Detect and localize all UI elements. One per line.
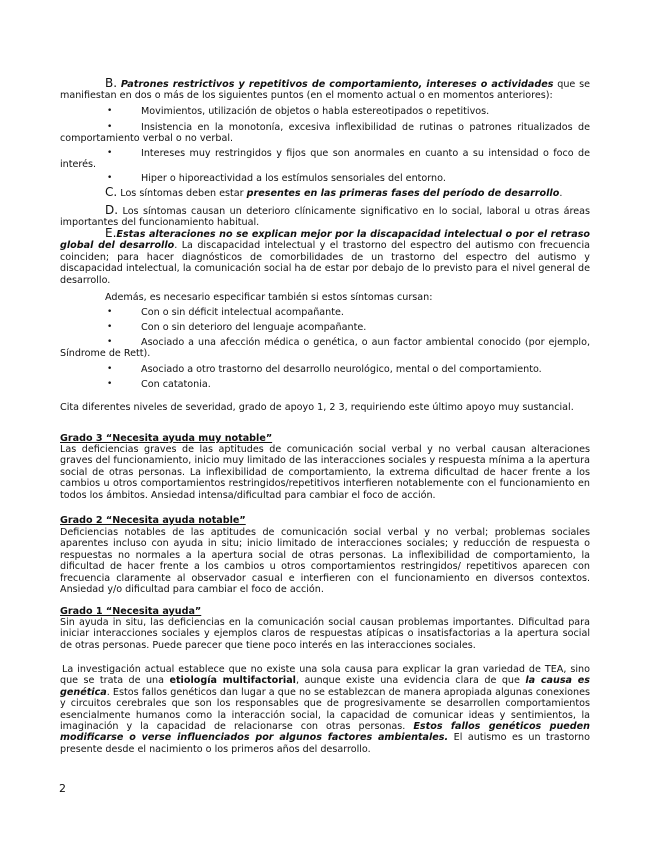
- research-paragraph: [60, 664, 590, 755]
- list-item: Asociado a otro trastorno del desarrollo neurológico, mental o del comportamiento.: [141, 364, 542, 375]
- list-item: [60, 122, 590, 145]
- bullet: •: [107, 322, 113, 332]
- section-c: [105, 187, 595, 199]
- research-text-4: El autismo es un trastorno presente desde el nacimiento o los primeros años del desarrollo.: [60, 732, 591, 755]
- grado-3-text: Las deficiencias graves de las aptitudes de comunicación social verbal y no verbal causan alteraciones graves del funcionamiento, inicio muy limitado de las interacciones sociales y respuesta mínima a la apertura social de otras personas. La inflexibilidad de comportamiento, la extrema dificultad de hacer frente a los cambios u otros comportamientos restringidos/repetitivos interfieren notablemente con el funcionamiento en todos los ámbitos. Ansiedad intensa/dificultad para cambiar el foco de acción.: [60, 444, 590, 501]
- section-c-text: Los síntomas deben estar: [120, 188, 244, 199]
- research-text-1: La investigación actual establece que no existe una sola causa para explicar la gran variedad de TEA, sino que se trata de una: [60, 664, 590, 687]
- list-item-text: Asociado a una afección médica o genética, o aun factor ambiental conocido (por ejemplo, Síndrome de Rett).: [60, 337, 590, 360]
- research-text-3: . Estos fallos genéticos dan lugar a que no se establezcan de manera apropiada algunas conexiones y circuitos cerebrales que son los responsables que de progresivamente se desarrollen comportamientos esencialmente humanos como la interacción social, la capacidad de comunicar ideas y sentimientos, la imaginación y la capacidad de relacionarse con otras personas.: [60, 686, 590, 733]
- section-b-text: que se manifiestan en dos o más de los siguientes puntos (en el momento actual o en momentos anteriores):: [60, 79, 590, 102]
- section-c-letter: C.: [105, 185, 118, 199]
- list-item: Con o sin deterioro del lenguaje acompañante.: [141, 322, 367, 333]
- bullet: •: [107, 337, 113, 347]
- bullet: •: [107, 364, 113, 374]
- section-c-end: .: [559, 188, 563, 199]
- list-item: [60, 337, 590, 360]
- grado-2-text: Deficiencias notables de las aptitudes de comunicación social verbal y no verbal; problemas sociales aparentes incluso con ayuda in situ; inicio limitado de interacciones sociales; y reducción de respuesta o respuestas no normales a la apertura social de otras personas. La inflexibilidad de comportamiento, la dificultad de hacer frente a los cambios u otros comportamientos restringidos/ repetitivos aparecen con frecuencia claramente al observador casual e interfieren con el funcionamiento en diversos contextos. Ansiedad y/o dificultad para cambiar el foco de acción.: [60, 527, 590, 596]
- research-text-2: , aunque existe una evidencia clara de que: [295, 675, 520, 687]
- bullet: •: [107, 148, 113, 158]
- bullet: •: [107, 122, 113, 132]
- section-d-letter: D.: [105, 203, 119, 217]
- research-bold-1: etiología multifactorial: [169, 675, 296, 687]
- section-d: [60, 205, 590, 229]
- bullet: •: [107, 173, 113, 183]
- grado-1-text: Sin ayuda in situ, las deficiencias en la comunicación social causan problemas importantes. Dificultad para iniciar interacciones sociales y ejemplos claros de respuestas atípicas o insatisfactorias a la apertura social de otras personas. Puede parecer que tiene poco interés en las interacciones sociales.: [60, 617, 590, 651]
- section-e-title: Estas alteraciones no se explican mejor por la discapacidad intelectual o por el retraso global del desarrollo: [60, 229, 590, 252]
- page-number: 2: [59, 782, 66, 795]
- specify-intro: Además, es necesario especificar también si estos síntomas cursan:: [105, 292, 433, 303]
- list-item: Con catatonia.: [141, 379, 211, 390]
- section-d-text: Los síntomas causan un deterioro clínicamente significativo en lo social, laboral u otras áreas importantes del funcionamiento habitual.: [60, 206, 590, 229]
- severity-note: Cita diferentes niveles de severidad, grado de apoyo 1, 2 3, requiriendo este último apoyo muy sustancial.: [60, 402, 574, 413]
- section-b-title: Patrones restrictivos y repetitivos de comportamiento, intereses o actividades: [120, 79, 554, 90]
- section-e: [60, 228, 590, 286]
- grado-3-heading: Grado 3 “Necesita ayuda muy notable”: [60, 433, 273, 444]
- bullet: •: [107, 307, 113, 317]
- list-item-text: Insistencia en la monotonía, excesiva inflexibilidad de rutinas o patrones ritualizados de comportamiento verbal o no verbal.: [60, 122, 590, 145]
- list-item: Hiper o hiporeactividad a los estímulos sensoriales del entorno.: [141, 173, 446, 184]
- section-c-emphasis: presentes en las primeras fases del período de desarrollo: [246, 188, 560, 199]
- research-emphasis-1: la causa es genética: [60, 675, 590, 698]
- list-item: Movimientos, utilización de objetos o habla estereotipados o repetitivos.: [141, 106, 490, 117]
- grado-1-heading: Grado 1 “Necesita ayuda”: [60, 606, 202, 617]
- section-b: [60, 78, 590, 102]
- section-b-letter: B.: [105, 76, 118, 90]
- list-item: Con o sin déficit intelectual acompañante.: [141, 307, 344, 318]
- section-e-letter: E.: [105, 226, 117, 240]
- section-e-text: . La discapacidad intelectual y el trastorno del espectro del autismo con frecuencia coinciden; para hacer diagnósticos de comorbilidades de un trastorno del espectro del autismo y discapacidad intelectual, la comunicación social ha de estar por debajo de lo previsto para el nivel general de desarrollo.: [60, 240, 590, 286]
- list-item-text: Intereses muy restringidos y fijos que son anormales en cuanto a su intensidad o foco de interés.: [60, 148, 590, 171]
- list-item: [60, 148, 590, 171]
- research-emphasis-2: Estos fallos genéticos pueden modificarse o verse influenciados por algunos factores ambientales.: [60, 721, 590, 744]
- bullet: •: [107, 106, 113, 116]
- bullet: •: [107, 379, 113, 389]
- grado-2-heading: Grado 2 “Necesita ayuda notable”: [60, 515, 246, 526]
